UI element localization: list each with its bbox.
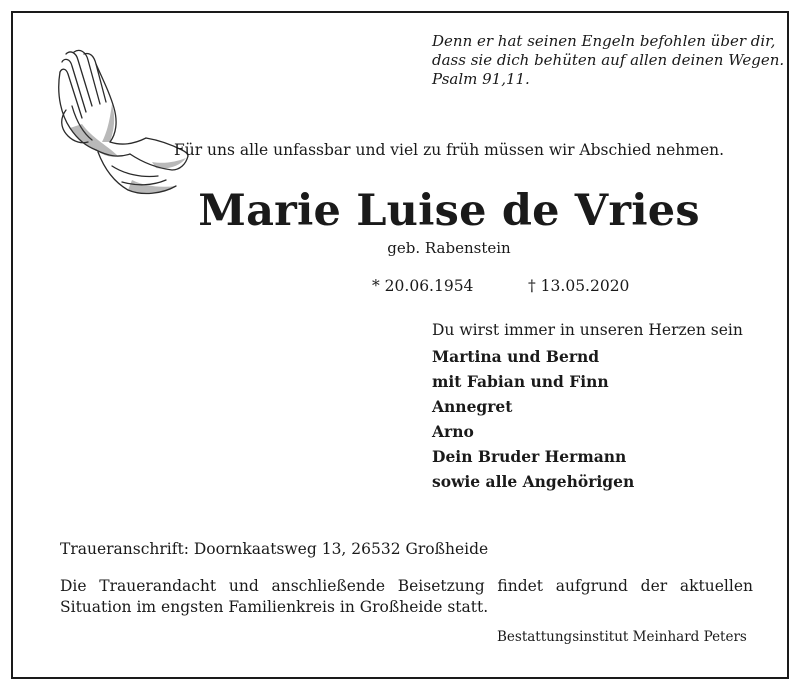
mourner-entry: mit Fabian und Finn [432, 372, 609, 391]
mourners-list [432, 344, 634, 494]
notice-line: Die Trauerandacht und anschließende Beisetzung findet aufgrund der aktuellen [60, 577, 753, 595]
undertaker-name: Bestattungsinstitut Meinhard Peters [497, 629, 747, 645]
mourner-entry: Annegret [432, 397, 513, 416]
mourner-entry: Arno [432, 422, 474, 441]
bible-verse [432, 32, 784, 89]
notice-line: Situation im engsten Familienkreis in Großheide statt. [60, 598, 489, 616]
funeral-notice [60, 576, 753, 618]
birth-date: * 20.06.1954 [372, 277, 474, 295]
mourning-address: Traueranschrift: Doornkaatsweg 13, 26532 Großheide [60, 540, 489, 558]
mourner-entry: Dein Bruder Hermann [432, 447, 627, 466]
deceased-name: Marie Luise de Vries [198, 186, 700, 236]
intro-sentence: Für uns alle unfassbar und viel zu früh müssen wir Abschied nehmen. [173, 141, 725, 159]
mourner-entry: sowie alle Angehörigen [432, 472, 635, 491]
verse-line: dass sie dich behüten auf allen deinen Wegen. [432, 51, 785, 69]
verse-line: Denn er hat seinen Engeln befohlen über dir, [432, 32, 776, 50]
verse-reference: Psalm 91,11. [432, 70, 530, 88]
maiden-name: geb. Rabenstein [387, 239, 511, 257]
mourner-entry: Martina und Bernd [432, 347, 600, 366]
praying-hands-icon [52, 46, 192, 198]
death-date: † 13.05.2020 [528, 277, 630, 295]
memory-line: Du wirst immer in unseren Herzen sein [432, 321, 743, 339]
